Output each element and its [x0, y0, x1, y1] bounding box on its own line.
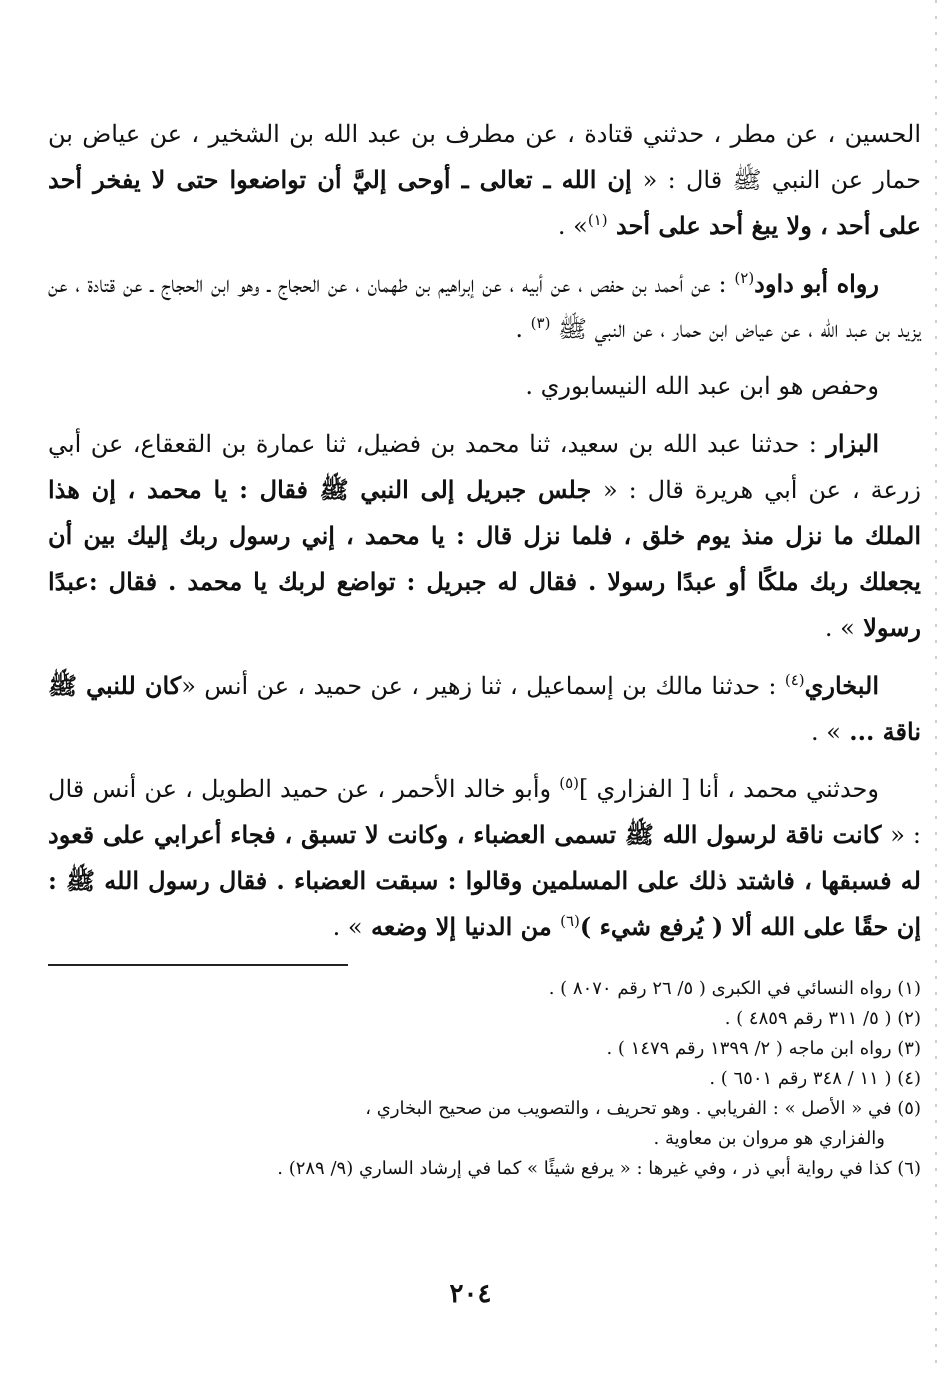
hadith-text: من الدنيا إلا وضعه	[362, 912, 561, 941]
hadith-text: كان للنبي ﷺ ناقة ...	[48, 671, 921, 746]
hadith-text: كانت ناقة لرسول الله ﷺ تسمى العضباء ، وكانت لا تسبق ، فجاء أعرابي على قعود له فسبقها ، فاشتد ذلك على المسلمين وقالوا : سبقت العضباء . فقال رسول الله ﷺ : إن حقًا على الله ألا ( يُرفع شيء )	[48, 820, 921, 941]
paragraph-text: : عن أحمد بن حفص ، عن أبيه ، عن إبراهيم بن طهمان ، عن الحجاج ـ وهو ابن الحجاج ـ عن قتادة ، عن يزيد بن عبد الله ، عن عياض ابن حمار ، عن النبي ﷺ	[48, 270, 921, 343]
footnote-ref[interactable]: (٤)	[784, 671, 805, 689]
paragraph-text: » .	[824, 614, 855, 642]
paragraph-text: : حدثنا مالك بن إسماعيل ، ثنا زهير ، عن حميد ، عن أنس «	[181, 672, 785, 700]
footnote-2: (٢) ( ٥/ ٣١١ رقم ٤٨٥٩ ) .	[724, 1008, 921, 1029]
paragraph-text: » .	[332, 913, 363, 941]
footnote-ref[interactable]: (٥)	[559, 774, 580, 792]
footnote-4: (٤) ( ١١ / ٣٤٨ رقم ٦٥٠١ ) .	[709, 1068, 921, 1089]
paragraph-text: .	[515, 315, 531, 343]
paragraph-3: وحفص هو ابن عبد الله النيسابوري .	[525, 372, 879, 400]
page-edge-mark	[935, 0, 937, 1373]
paragraph-text: وأبو خالد الأحمر ، عن حميد الطويل ، عن أنس قال : «	[48, 775, 921, 849]
paragraph-text: » .	[810, 718, 841, 746]
paragraph-text: وحدثني محمد ، أنا [ الفزاري ]	[579, 775, 879, 803]
footnote-5-continuation: والفزاري هو مروان بن معاوية .	[653, 1128, 885, 1149]
footnote-ref[interactable]: (٣)	[530, 314, 551, 332]
footnote-divider	[48, 964, 348, 966]
paragraph-text: : حدثنا عبد الله بن سعيد، ثنا محمد بن فضيل، ثنا عمارة بن القعقاع، عن أبي زرعة ، عن أبي هريرة قال : «	[48, 430, 921, 504]
page-number: ٢٠٤	[449, 1279, 492, 1309]
footnote-6: (٦) كذا في رواية أبي ذر ، وفي غيرها : « يرفع شيئًا » كما في إرشاد الساري (٩/ ٢٨٩) .	[277, 1158, 921, 1179]
footnote-1: (١) رواه النسائي في الكبرى ( ٥/ ٢٦ رقم ٨٠٧٠ ) .	[548, 978, 921, 999]
paragraph-1	[48, 112, 921, 249]
footnote-ref[interactable]: (١)	[587, 211, 608, 229]
footnotes	[48, 974, 921, 1184]
paragraph-2	[48, 261, 921, 352]
paragraph-text: الحسين ، عن مطر ، حدثني قتادة ، عن مطرف بن عبد الله بن الشخير ، عن عياض بن حمار عن النبي ﷺ قال : «	[48, 120, 921, 194]
source-name: رواه أبو داود	[754, 269, 879, 298]
footnote-5: (٥) في « الأصل » : الفريابي . وهو تحريف ، والتصويب من صحيح البخاري ،	[365, 1098, 921, 1119]
hadith-text: جلس جبريل إلى النبي ﷺ فقال : يا محمد ، إن هذا الملك ما نزل منذ يوم خلق ، فلما نزل قال : يا محمد ، إني رسول ربك إليك بين أن يجعلك ربك ملكًا أو عبدًا رسولا . فقال له جبريل : تواضع لربك يا محمد . فقال :عبدًا رسولا	[48, 475, 921, 642]
footnote-ref[interactable]: (٦)	[560, 912, 580, 930]
source-name: البخاري	[804, 671, 880, 700]
paragraph-4	[48, 421, 921, 651]
footnote-3: (٣) رواه ابن ماجه ( ٢/ ١٣٩٩ رقم ١٤٧٩ ) .	[606, 1038, 921, 1059]
source-name: البزار	[826, 429, 879, 458]
paragraph-5	[48, 663, 921, 755]
hadith-text: إن الله ـ تعالى ـ أوحى إليَّ أن تواضعوا حتى لا يفخر أحد على أحد ، ولا يبغ أحد على أحد	[48, 165, 921, 240]
paragraph-6	[48, 767, 921, 950]
footnote-ref[interactable]: (٢)	[734, 269, 755, 287]
paragraph-text: » .	[557, 212, 588, 240]
